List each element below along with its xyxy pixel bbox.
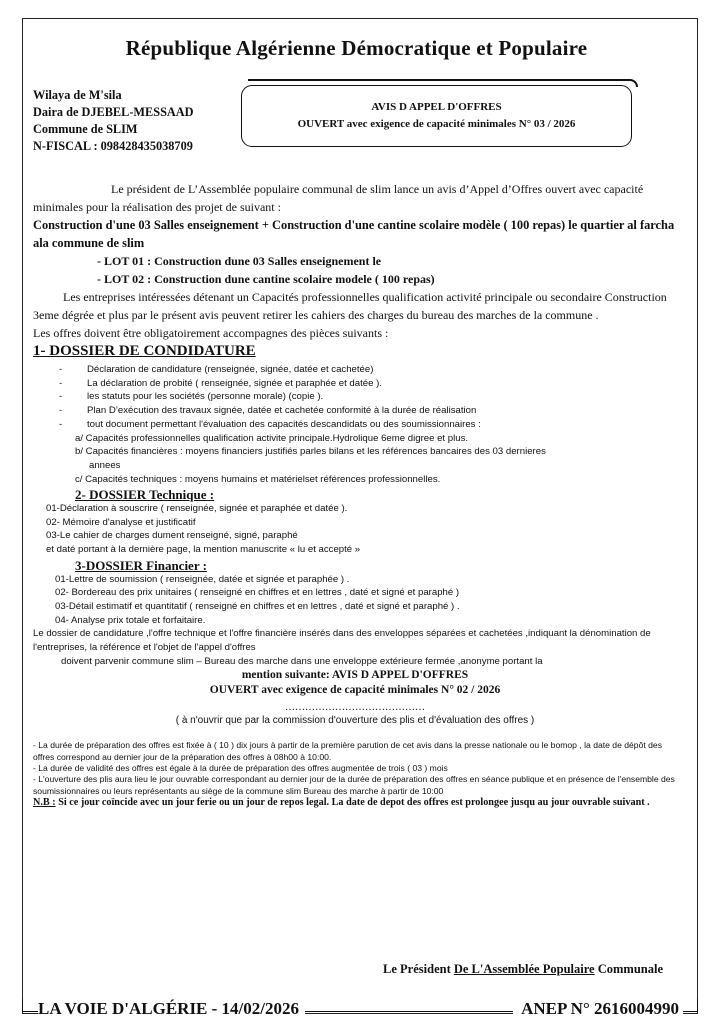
dossier-candidature-list [33,363,677,668]
signature-underlined: De L'Assemblée Populaire [453,962,595,976]
conditions-block [33,740,677,797]
technique-item: 02- Mémoire d'analyse et justificatif [46,516,196,528]
technique-item: et daté portant à la dernière page, la mention manuscrite « lu et accepté » [46,544,361,556]
envelope-mention [33,668,677,728]
technique-item: 01-Déclaration à souscrire ( renseignée, signée et paraphée et datée ). [46,503,348,515]
footer-tick-right [697,999,698,1012]
nb-note [33,797,677,810]
lot-2: - LOT 02 : Construction dune cantine scolaire modele ( 100 repas) [97,272,435,286]
financier-item: 01-Lettre de soumission ( renseignée, datée et signée et paraphée ) . [55,573,350,585]
nb-text: Si ce jour coïncide avec un jour ferie ou un jour de repos legal. La date de depot des offres est prolongee jusqu au jour ouvrable suivant . [55,797,650,809]
newspaper-name-date: LA VOIE D'ALGÉRIE - 14/02/2026 [38,999,305,1019]
signature [383,962,663,977]
condition-opening: - L'ouverture des plis aura lieu le jour ouvrable correspondant au dernier jour de la durée de préparation des offres en séance publique et en présence de l'ensemble des soumissionnaires ou leurs représentants au siège de la commune slim Bureau des marche à partir de 10:00 [33,774,675,796]
envelope-mention-line: mention suivante: AVIS D APPEL D'OFFRES [241,669,469,682]
footer [0,999,713,1027]
capacity-item: b/ Capacités financières : moyens financiers justifiés parles bilans et les références bancaires des 03 dernieres [75,446,546,458]
list-item: - La déclaration de probité ( renseignée, signée et paraphée et datée ). [59,377,677,391]
list-item: - les statuts pour les sociétés (personne morale) (copie ). [59,390,677,404]
envelope-mention-reference: OUVERT avec exigence de capacité minimales N° 02 / 2026 [209,684,501,697]
fiscal-number-line: N-FISCAL : 098428435038709 [33,139,193,153]
daira-line: Daira de DJEBEL-MESSAAD [33,105,194,119]
envelope-paragraph: Le dossier de candidature ,l'offre technique et l'offre financière insérés dans des enveloppes séparées et cachetées ,indiquant la dénomination de l'entreprises, la référence et l'objet de l'appel d'offres [33,628,651,654]
notice-title-box [241,85,632,147]
intro-paragraph: Le président de L’Assemblée populaire communal de slim lance un avis d’Appel d’Offres ouvert avec capacité minimales pour la réalisation des projet de suivant : [33,182,644,214]
list-item: - tout document permettant l'évaluation des capacités descandidats ou des soumissionnaires : [59,418,677,432]
capacity-item-continued: annees [89,459,121,471]
do-not-open-note: ( à n'ouvrir que par la commission d'ouverture des plis et d'évaluation des offres ) [175,715,535,727]
list-item: - Plan D’exécution des travaux signée, datée et cachetée conformité à la durée de réalisation [59,404,677,418]
technique-item: 03-Le cahier de charges dument renseigné, signé, paraphé [46,530,298,542]
dossier-technique-heading: 2- DOSSIER Technique : [75,487,215,503]
required-documents-intro: Les offres doivent être obligatoirement accompagnes des pièces suivants : [33,326,389,340]
notice-body [33,180,677,810]
dossier-financier-heading: 3-DOSSIER Financier : [75,557,207,573]
notice-title: AVIS D APPEL D'OFFRES [371,101,502,113]
wilaya-line: Wilaya de M'sila [33,88,122,102]
dossier-candidature-heading: 1- DOSSIER DE CONDIDATURE [33,343,256,359]
administration-block [33,87,243,155]
project-title: Construction d'une 03 Salles enseignement + Construction d'une cantine scolaire modèle ( 100 repas) le quartier al farcha ala commune de slim [33,218,675,250]
list-item: - Déclaration de candidature (renseignée, signée, datée et cachetée) [59,363,677,377]
anep-number: ANEP N° 2616004990 [513,999,683,1019]
financier-item: 04- Analyse prix totale et forfaitaire. [55,614,206,626]
nb-label: N.B : [33,797,56,809]
capacity-item: a/ Capacités professionnelles qualification activite principale.Hydrolique 6eme digree et plus. [75,432,469,444]
signature-pre: Le Président [383,962,454,976]
footer-tick-left [22,999,23,1012]
commune-line: Commune de SLIM [33,122,138,136]
financier-item: 03-Détail estimatif et quantitatif ( renseigné en chiffres et en lettres , daté et signé et paraphé ) . [55,600,460,612]
condition-validity: - La durée de validité des offres est égale à la durée de préparation des offres augmentée de trois ( 03 ) mois [33,762,448,773]
capacity-item: c/ Capacités techniques : moyens humains et matérielset références professionnelles. [75,473,441,485]
financier-item: 02- Bordereau des prix unitaires ( renseigné en chiffres et en lettres , daté et signé et paraphé ) [55,587,460,599]
dotted-separator: …………………………………… [285,702,425,714]
envelope-line: doivent parvenir commune slim – Bureau des marche dans une enveloppe extérieure fermée ,anonyme portant la [61,655,543,667]
signature-post: Communale [594,962,663,976]
notice-subtitle: OUVERT avec exigence de capacité minimales N° 03 / 2026 [297,118,576,130]
condition-preparation: - La durée de préparation des offres est fixée à ( 10 ) dix jours à partir de la première parution de cet avis dans la presse nationale ou le bomop , la date de dépôt des offres correspond au dernier jour de la préparation des offres à 08h00 à 10:00. [33,740,662,762]
lot-1: - LOT 01 : Construction dune 03 Salles enseignement le [97,254,382,268]
page-title: République Algérienne Démocratique et Populaire [125,36,588,60]
eligibility-paragraph: Les entreprises intéressées détenant un Capacités professionnelles qualification activité principale ou secondaire Construction 3eme dégrée et plus par le présent avis peuvent retirer les cahiers des charges du bureau des marches de la commune . [33,290,667,322]
